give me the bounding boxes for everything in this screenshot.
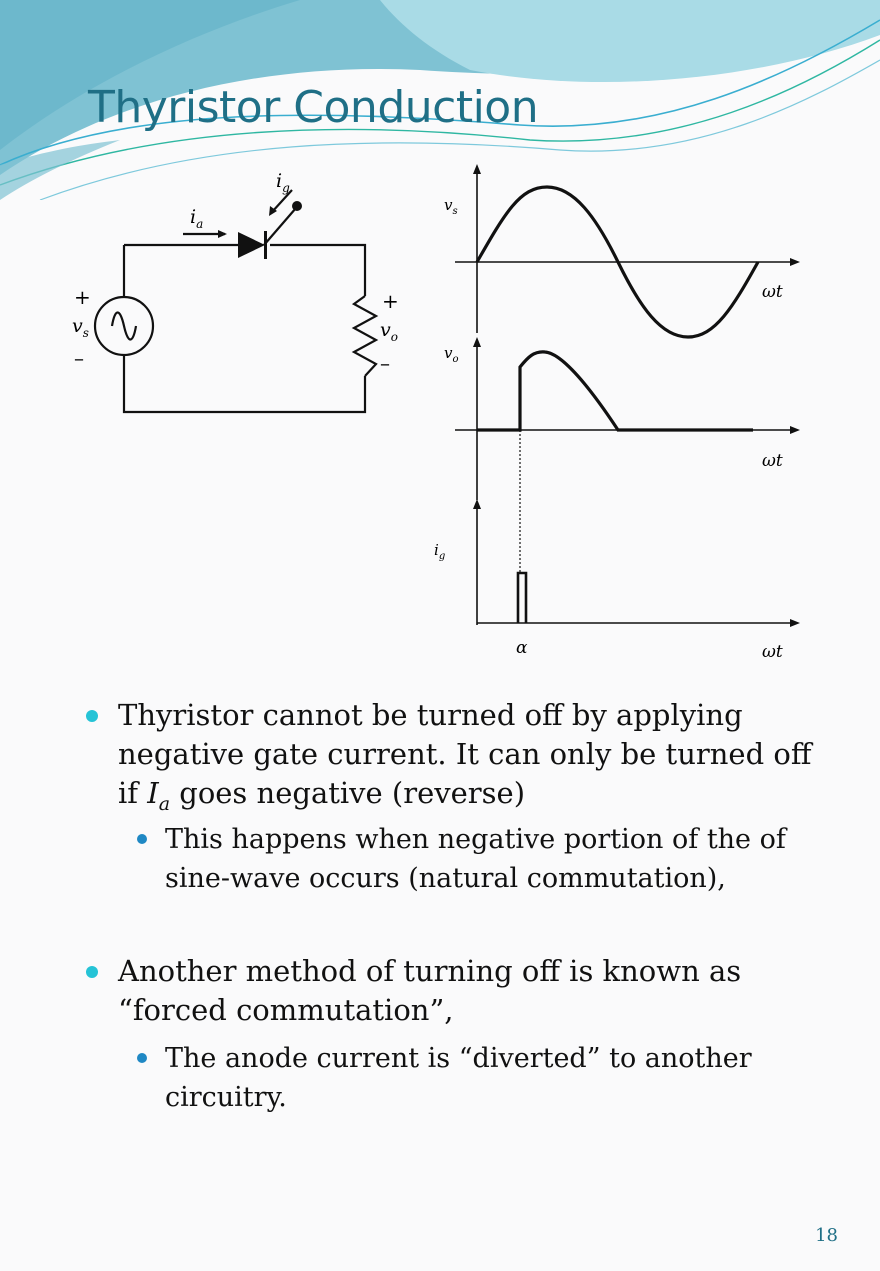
var-ia: $I_a$: [147, 776, 171, 815]
axis-label-vs: v: [444, 196, 453, 214]
thyristor-circuit-diagram: [60, 160, 420, 440]
sub-bullet-dot: [137, 834, 147, 844]
axis-label-wt-3: ωt: [762, 642, 783, 662]
load-minus: –: [380, 351, 390, 375]
svg-text:ig: $i_g$: [434, 541, 446, 562]
label-ia: i: [190, 206, 197, 228]
source-minus: –: [74, 346, 84, 370]
svg-text:ia: $i_a$: [190, 206, 204, 231]
sub-bullet-2: The anode current is “diverted” to another circuitry.: [165, 1043, 752, 1113]
axis-label-wt-2: ωt: [762, 451, 783, 471]
load-plus: +: [382, 289, 399, 313]
alpha-label: α: [516, 638, 528, 658]
svg-text:vs: $v_s$: [444, 196, 458, 217]
label-ig: i: [276, 170, 283, 192]
svg-text:ig: $i_g$: [276, 170, 290, 195]
label-vs: v: [72, 315, 83, 337]
slide-title: Thyristor Conduction: [88, 82, 539, 133]
svg-text:vo: $v_o$: [380, 319, 398, 344]
svg-text:vo: $v_o$: [444, 344, 459, 365]
waveform-diagram: [420, 155, 820, 670]
bullet-dot: [86, 710, 98, 722]
ig-pulse: [518, 573, 526, 623]
bullet-2: Another method of turning off is known as “forced commutation”,: [118, 954, 742, 1027]
axis-label-vo: v: [444, 344, 453, 362]
svg-text:vs: $v_s$: [72, 315, 89, 340]
thyristor-symbol: [238, 232, 265, 258]
label-vo: v: [380, 319, 391, 341]
vo-waveform: [477, 352, 753, 430]
bullet-dot: [86, 966, 98, 978]
axis-label-ig: i: [434, 541, 439, 559]
bullet-1: Thyristor cannot be turned off by applying negative gate current. It can only be turned off if $I_a$ goes negative (reverse): [118, 698, 812, 815]
sub-bullet-dot: [137, 1053, 147, 1063]
source-plus: +: [74, 285, 91, 309]
page-number: 18: [815, 1225, 838, 1246]
axis-label-wt-1: ωt: [762, 282, 783, 302]
sub-bullet-1: This happens when negative portion of the of sine-wave occurs (natural commutation),: [165, 824, 786, 894]
